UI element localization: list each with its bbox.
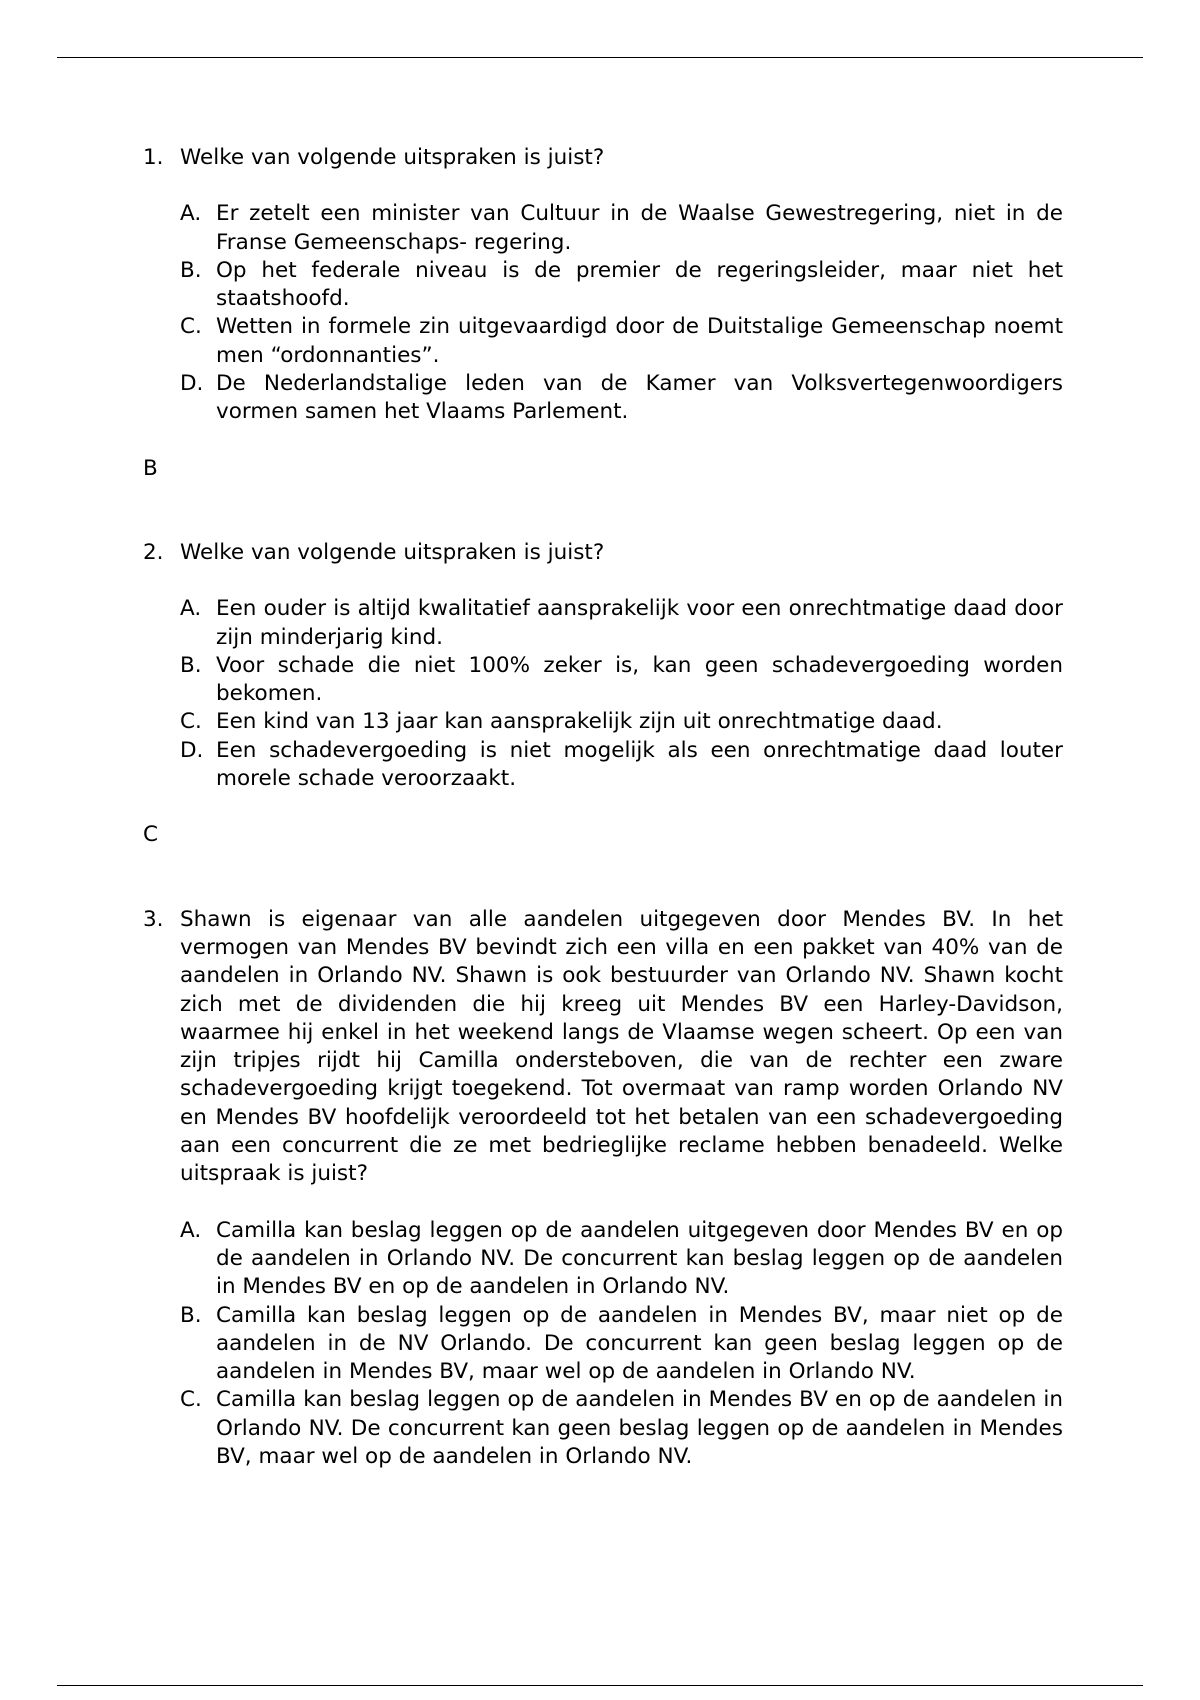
option-text: Er zetelt een minister van Cultuur in de Waalse Gewestregering, niet in de Franse Gemeenschaps- regering. xyxy=(216,201,1063,255)
option-text: Een kind van 13 jaar kan aansprakelijk zijn uit onrechtmatige daad. xyxy=(216,709,943,735)
option-text: Voor schade die niet 100% zeker is, kan geen schadevergoeding worden bekomen. xyxy=(216,652,1063,707)
option-text: Op het federale niveau is de premier de regeringsleider, maar niet het staatshoofd. xyxy=(216,257,1063,312)
question-3-stem xyxy=(143,906,1063,1189)
option-letter: A. xyxy=(180,596,202,622)
option-a xyxy=(180,1217,1063,1302)
option-letter: C. xyxy=(180,314,202,340)
option-letter: D. xyxy=(180,371,204,397)
option-b xyxy=(180,257,1063,314)
option-text: Camilla kan beslag leggen op de aandelen in Mendes BV en op de aandelen in Orlando NV. De concurrent kan geen beslag leggen op de aandelen in Mendes BV, maar wel op de aandelen in Orlando NV. xyxy=(216,1387,1063,1469)
option-letter: B. xyxy=(180,257,202,283)
option-c xyxy=(180,313,1063,370)
question-2-stem xyxy=(143,539,1063,567)
option-letter: B. xyxy=(180,652,202,678)
option-letter: D. xyxy=(180,737,204,763)
question-number: 2. xyxy=(143,539,164,565)
header-rule xyxy=(57,57,1143,58)
option-letter: C. xyxy=(180,709,202,735)
footer-rule xyxy=(57,1685,1143,1686)
option-b xyxy=(180,1302,1063,1387)
question-number: 3. xyxy=(143,906,164,932)
option-text: Camilla kan beslag leggen op de aandelen uitgegeven door Mendes BV en op de aandelen in Orlando NV. De concurrent kan beslag leggen op de aandelen in Mendes BV en op de aandelen in Orlando NV. xyxy=(216,1217,1063,1300)
option-b xyxy=(180,652,1063,709)
option-c xyxy=(180,708,1063,736)
option-letter: C. xyxy=(180,1387,202,1413)
option-c xyxy=(180,1386,1063,1471)
option-letter: B. xyxy=(180,1302,202,1328)
option-a xyxy=(180,595,1063,652)
question-text: Shawn is eigenaar van alle aandelen uitgegeven door Mendes BV. In het vermogen van Mendes BV bevindt zich een villa en een pakket van 40% van de aandelen in Orlando NV. Shawn is ook bestuurder van Orlando NV. Shawn kocht zich met de dividenden die hij kreeg uit Mendes BV een Harley-Davidson, waarmee hij enkel in het weekend langs de Vlaamse wegen scheert. Op een van zijn tripjes rijdt hij Camilla ondersteboven, die van de rechter een zware schadevergoeding krijgt toegekend. Tot overmaat van ramp worden Orlando NV en Mendes BV hoofdelijk veroordeeld tot het betalen van een schadevergoeding aan een concurrent die ze met bedrieglijke reclame hebben benadeeld. Welke uitspraak is juist? xyxy=(180,906,1063,1187)
option-letter: A. xyxy=(180,201,202,227)
option-a xyxy=(180,200,1063,257)
question-text: Welke van volgende uitspraken is juist? xyxy=(180,145,605,170)
question-3 xyxy=(143,906,1063,1472)
question-3-options xyxy=(180,1217,1063,1472)
answer-key: B xyxy=(143,455,158,481)
question-1-options xyxy=(180,200,1063,426)
option-text: De Nederlandstalige leden van de Kamer van Volksvertegenwoordigers vormen samen het Vlaams Parlement. xyxy=(216,371,1063,425)
question-1-stem xyxy=(143,144,1063,172)
question-number: 1. xyxy=(143,145,164,170)
question-2 xyxy=(143,539,1063,850)
page-content xyxy=(143,144,1063,1471)
question-2-options xyxy=(180,595,1063,793)
option-text: Camilla kan beslag leggen op de aandelen in Mendes BV, maar niet op de aandelen in de NV Orlando. De concurrent kan geen beslag leggen op de aandelen in Mendes BV, maar wel op de aandelen in Orlando NV. xyxy=(216,1302,1063,1385)
option-d xyxy=(180,370,1063,427)
option-text: Een ouder is altijd kwalitatief aansprakelijk voor een onrechtmatige daad door zijn minderjarig kind. xyxy=(216,596,1063,650)
option-text: Een schadevergoeding is niet mogelijk als een onrechtmatige daad louter morele schade veroorzaakt. xyxy=(216,737,1063,792)
option-d xyxy=(180,737,1063,794)
option-text: Wetten in formele zin uitgevaardigd door de Duitstalige Gemeenschap noemt men “ordonnanties”. xyxy=(216,314,1063,368)
question-1 xyxy=(143,144,1063,483)
question-text: Welke van volgende uitspraken is juist? xyxy=(180,539,605,565)
option-letter: A. xyxy=(180,1217,202,1243)
answer-key: C xyxy=(143,822,159,848)
